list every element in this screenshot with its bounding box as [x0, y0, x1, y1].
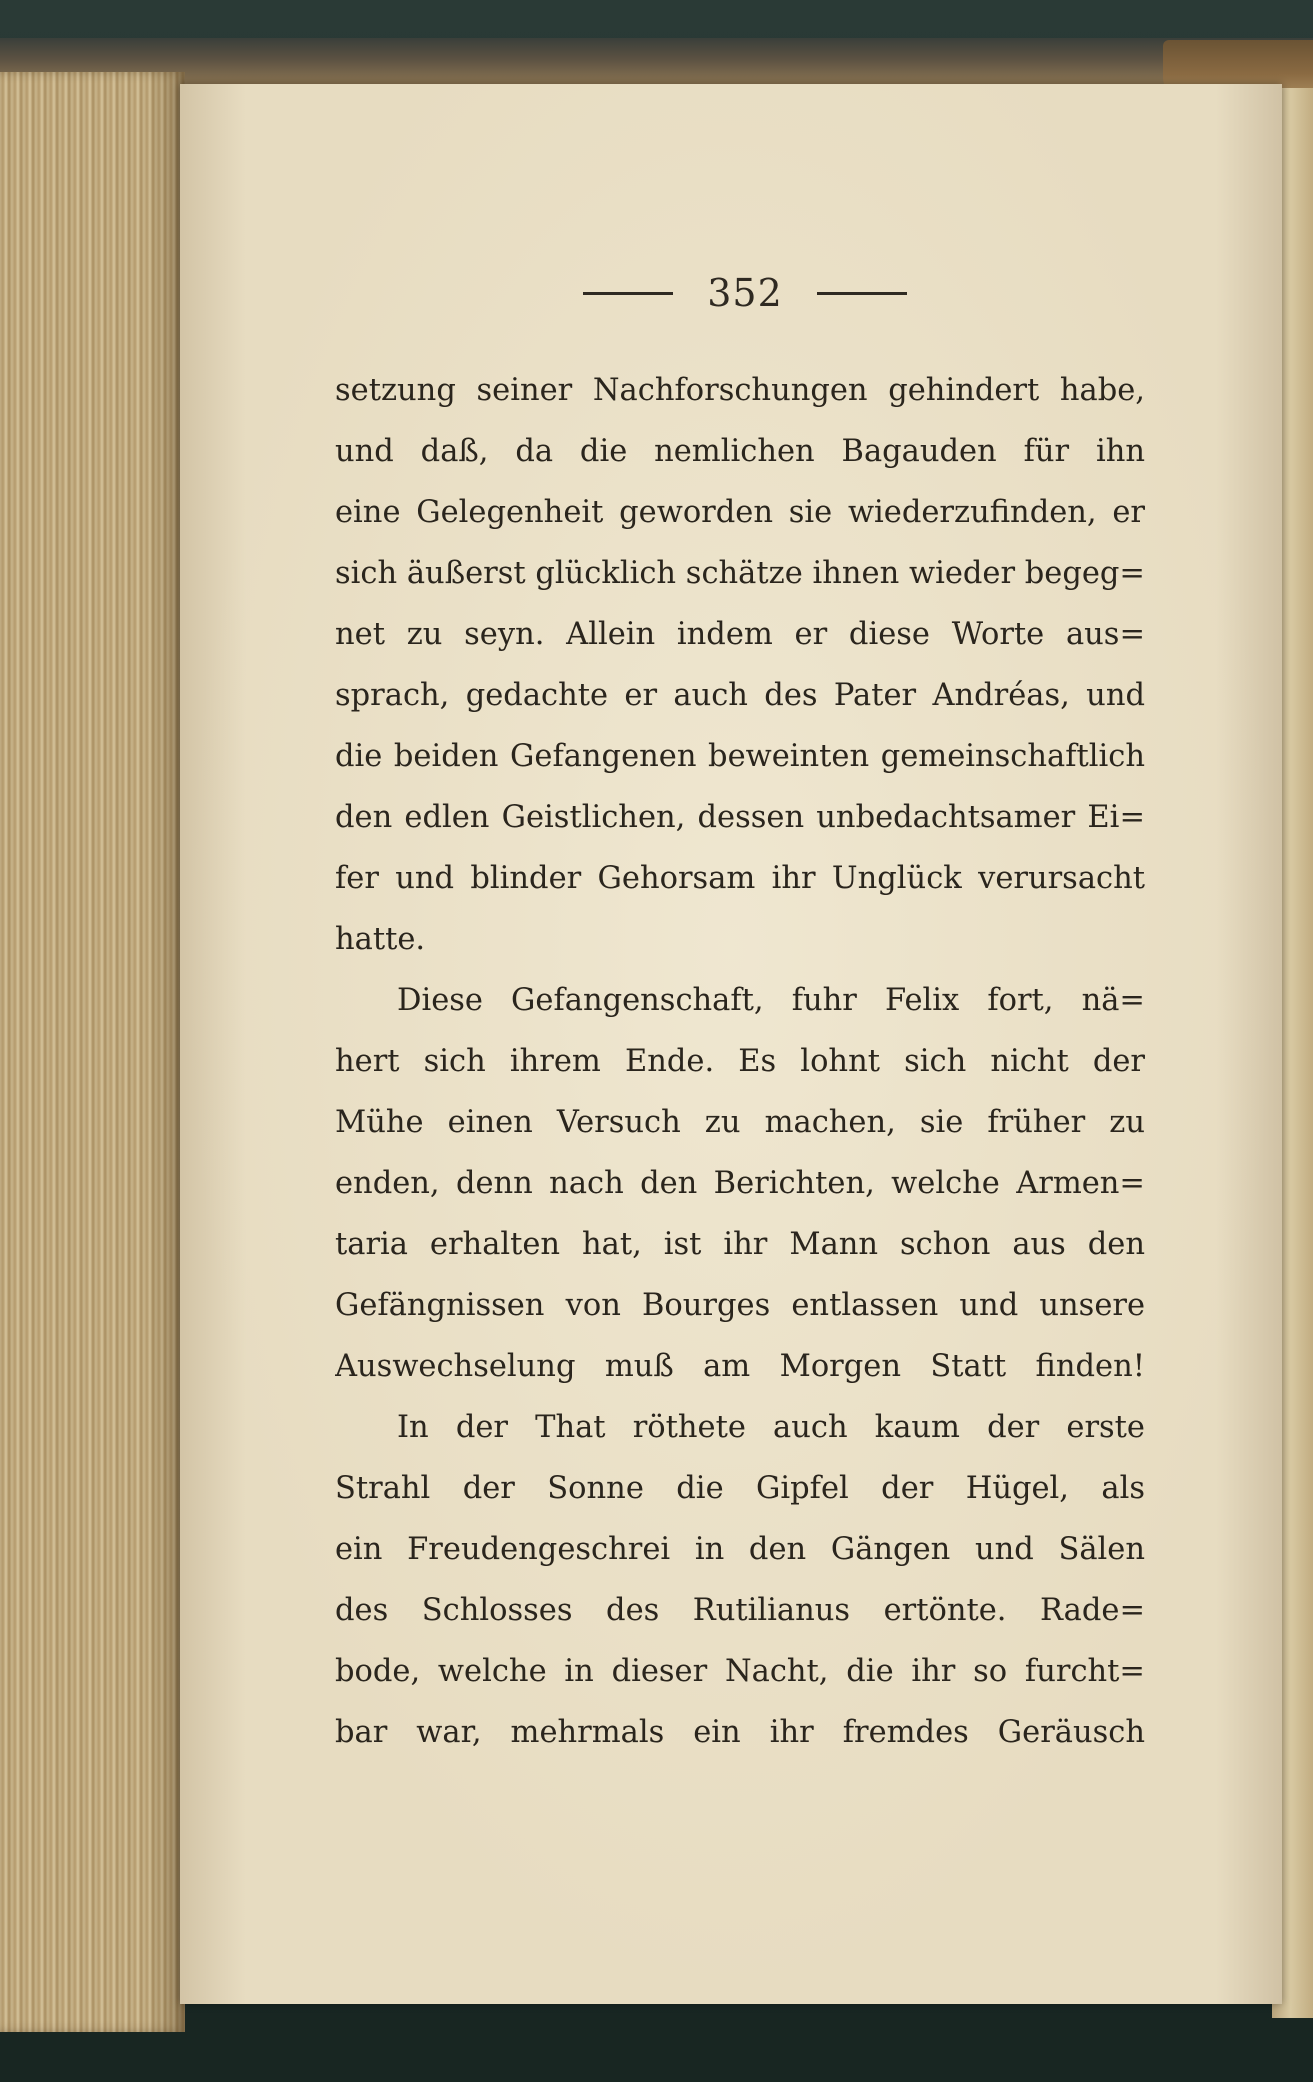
- text-line: bar war, mehrmals ein ihr fremdes Geräusch: [335, 1715, 1145, 1750]
- book-binding: [0, 38, 1313, 84]
- text-line: fer und blinder Gehorsam ihr Unglück verursacht: [335, 861, 1145, 896]
- text-line: eine Gelegenheit geworden sie wiederzufinden, er: [335, 495, 1145, 530]
- text-line: sich äußerst glücklich schätze ihnen wieder begeg=: [335, 556, 1145, 591]
- page-header: [345, 264, 1145, 322]
- text-line: enden, denn nach den Berichten, welche Armen=: [335, 1166, 1145, 1201]
- text-line: Auswechselung muß am Morgen Statt finden!: [335, 1349, 1145, 1384]
- text-line: des Schlosses des Rutilianus ertönte. Rade=: [335, 1593, 1145, 1628]
- body-text: [335, 360, 1145, 1763]
- text-line: die beiden Gefangenen beweinten gemeinschaftlich: [335, 739, 1145, 774]
- stacked-page-edges: [0, 72, 185, 2032]
- text-line: Mühe einen Versuch zu machen, sie früher zu: [335, 1105, 1145, 1140]
- text-line: net zu seyn. Allein indem er diese Worte aus=: [335, 617, 1145, 652]
- book-page: [180, 84, 1282, 2004]
- header-rule-right: [817, 292, 907, 295]
- page-number: 352: [707, 271, 783, 315]
- text-line: Strahl der Sonne die Gipfel der Hügel, als: [335, 1471, 1145, 1506]
- text-line: taria erhalten hat, ist ihr Mann schon aus den: [335, 1227, 1145, 1262]
- text-line: hert sich ihrem Ende. Es lohnt sich nicht der: [335, 1044, 1145, 1079]
- header-rule-left: [583, 292, 673, 295]
- text-line: In der That röthete auch kaum der erste: [397, 1410, 1145, 1445]
- text-line: bode, welche in dieser Nacht, die ihr so furcht=: [335, 1654, 1145, 1689]
- text-line: Gefängnissen von Bourges entlassen und unsere: [335, 1288, 1145, 1323]
- page-content: [335, 264, 1145, 1763]
- text-line: ein Freudengeschrei in den Gängen und Sälen: [335, 1532, 1145, 1567]
- text-line: Diese Gefangenschaft, fuhr Felix fort, nä=: [397, 983, 1145, 1018]
- text-line: setzung seiner Nachforschungen gehindert habe,: [335, 373, 1145, 408]
- text-line: den edlen Geistlichen, dessen unbedachtsamer Ei=: [335, 800, 1145, 835]
- text-line: hatte.: [335, 922, 426, 957]
- text-line: und daß, da die nemlichen Bagauden für ihn: [335, 434, 1145, 469]
- text-line: sprach, gedachte er auch des Pater Andréas, und: [335, 678, 1145, 713]
